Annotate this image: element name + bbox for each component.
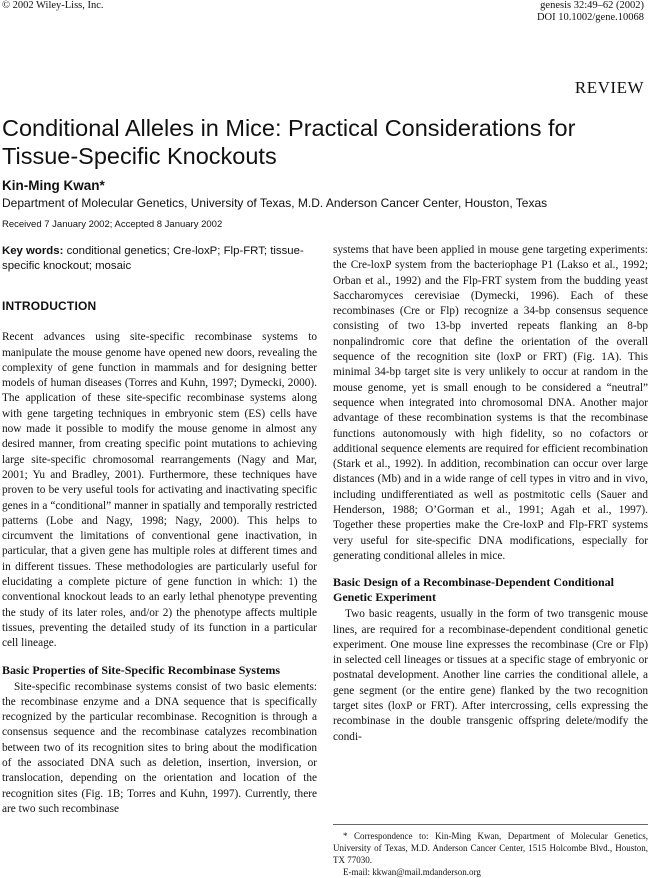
- section-label: REVIEW: [574, 78, 644, 97]
- keywords: [2, 244, 317, 273]
- author-name: Kin-Ming Kwan*: [2, 178, 105, 193]
- received-dates: Received 7 January 2002; Accepted 8 January 2002: [2, 219, 223, 230]
- correspondence-text: * Correspondence to: Kin-Ming Kwan, Department of Molecular Genetics, University of Texas, M.D. Anderson Cancer Center, 1515 Holcombe Blvd., Houston, TX 77030.: [333, 831, 648, 865]
- article-title: Conditional Alleles in Mice: Practical Considerations for Tissue-Specific Knockouts: [2, 115, 576, 169]
- copyright-notice: © 2002 Wiley-Liss, Inc.: [2, 0, 104, 11]
- author-affiliation: Department of Molecular Genetics, University of Texas, M.D. Anderson Cancer Center, Houston, Texas: [2, 196, 548, 210]
- keywords-text: conditional genetics; Cre-loxP; Flp-FRT; tissue-specific knockout; mosaic: [2, 245, 304, 272]
- introduction-heading: INTRODUCTION: [2, 299, 97, 313]
- basic-design-paragraph: Two basic reagents, usually in the form of two transgenic mouse lines, are required for a recombinase-dependent conditional genetic experiment. One mouse line expresses the recombinase (Cre or Flp) in selected cell lineages or tissues at a specific stage of embryonic or postnatal development. Another line carries the conditional allele, a gene segment (or the entire gene) flanked by the two recognition target sites (loxP or FRT). After intercrossing, cells expressing the recombinase in the double transgenic offspring delete/modify the condi-: [333, 608, 648, 743]
- recombinase-systems-paragraph: systems that have been applied in mouse gene targeting experiments: the Cre-loxP system from the bacteriophage P1 (Lakso et al., 1992; Orban et al., 1992) and the Flp-FRT system from the budding yeast Saccharomyces cerevisiae (Dymecki, 1996). Each of these recombinases (Cre or Flp) recognize a 34-bp consensus sequence consisting of two 13-bp inverted repeats flanking an 8-bp nonpalindromic core that define the orientation of the overall sequence of the recognition site (loxP or FRT) (Fig. 1A). This minimal 34-bp target site is very unlikely to occur at random in the mouse genome, yet is small enough to be considered a “neutral” sequence when integrated into chromosomal DNA. Another major advantage of these recombination systems is that the recombinase functions autonomously with high fidelity, so no cofactors or additional sequence elements are required for efficient recombination (Stark et al., 1992). In addition, recombination can occur over large distances (Mb) and in a wide range of cell types in vitro and in vivo, including undifferentiated as well as postmitotic cells (Sauer and Henderson, 1988; O’Gorman et al., 1991; Agah et al., 1997). Together these properties make the Cre-loxP and Flp-FRT systems very useful for site-specific DNA modifications, especially for generating conditional alleles in mice.: [333, 244, 648, 562]
- right-column: [333, 243, 648, 745]
- introduction-paragraph: Recent advances using site-specific recombinase systems to manipulate the mouse genome have opened new doors, revealing the complexity of gene function in mammals and for designing better models of human diseases (Torres and Kuhn, 1997; Dymecki, 2000). The application of these site-specific recombinase systems along with gene targeting techniques in embryonic stem (ES) cells have now made it possible to modify the mouse genome in almost any desired manner, from creating specific point mutations to achieving large site-specific chromosomal rearrangements (Nagy and Mar, 2001; Yu and Bradley, 2001). Furthermore, these techniques have proven to be very useful tools for activating and inactivating specific genes in a “conditional” manner in spatially and temporally restricted patterns (Lobe and Nagy, 1998; Nagy, 2000). This helps to circumvent the limitations of conventional gene inactivation, in particular, that a given gene has multiple roles at different times and in different tissues. These methodologies are particularly useful for elucidating a complete picture of gene function in which: 1) the conventional knockout leads to an early lethal phenotype preventing the study of its later roles, and/or 2) the phenotype affects multiple tissues, preventing the detailed study of its function in a particular cell lineage.: [2, 331, 317, 650]
- basic-design-heading: Basic Design of a Recombinase-Dependent Conditional Genetic Experiment: [333, 575, 615, 605]
- journal-citation: [537, 0, 644, 24]
- correspondence-email[interactable]: E-mail: kkwan@mail.mdanderson.org: [343, 867, 481, 877]
- basic-properties-heading: Basic Properties of Site-Specific Recombinase Systems: [2, 662, 281, 677]
- keywords-label: Key words:: [2, 245, 64, 257]
- left-column: [2, 240, 317, 817]
- basic-properties-paragraph: Site-specific recombinase systems consist of two basic elements: the recombinase enzyme and a DNA sequence that is specifically recognized by the particular recombinase. Recognition is through a consensus sequence and the recombinase catalyzes recombination between two of its recognition sites to bring about the modification of the associated DNA such as deletion, insertion, inversion, or translocation, depending on the orientation and location of the recognition sites (Fig. 1B; Torres and Kuhn, 1997). Currently, there are two such recombinase: [2, 680, 317, 815]
- correspondence-footnote: [333, 824, 648, 878]
- journal-line: genesis 32:49–62 (2002): [540, 0, 644, 11]
- doi[interactable]: DOI 10.1002/gene.10068: [536, 12, 644, 23]
